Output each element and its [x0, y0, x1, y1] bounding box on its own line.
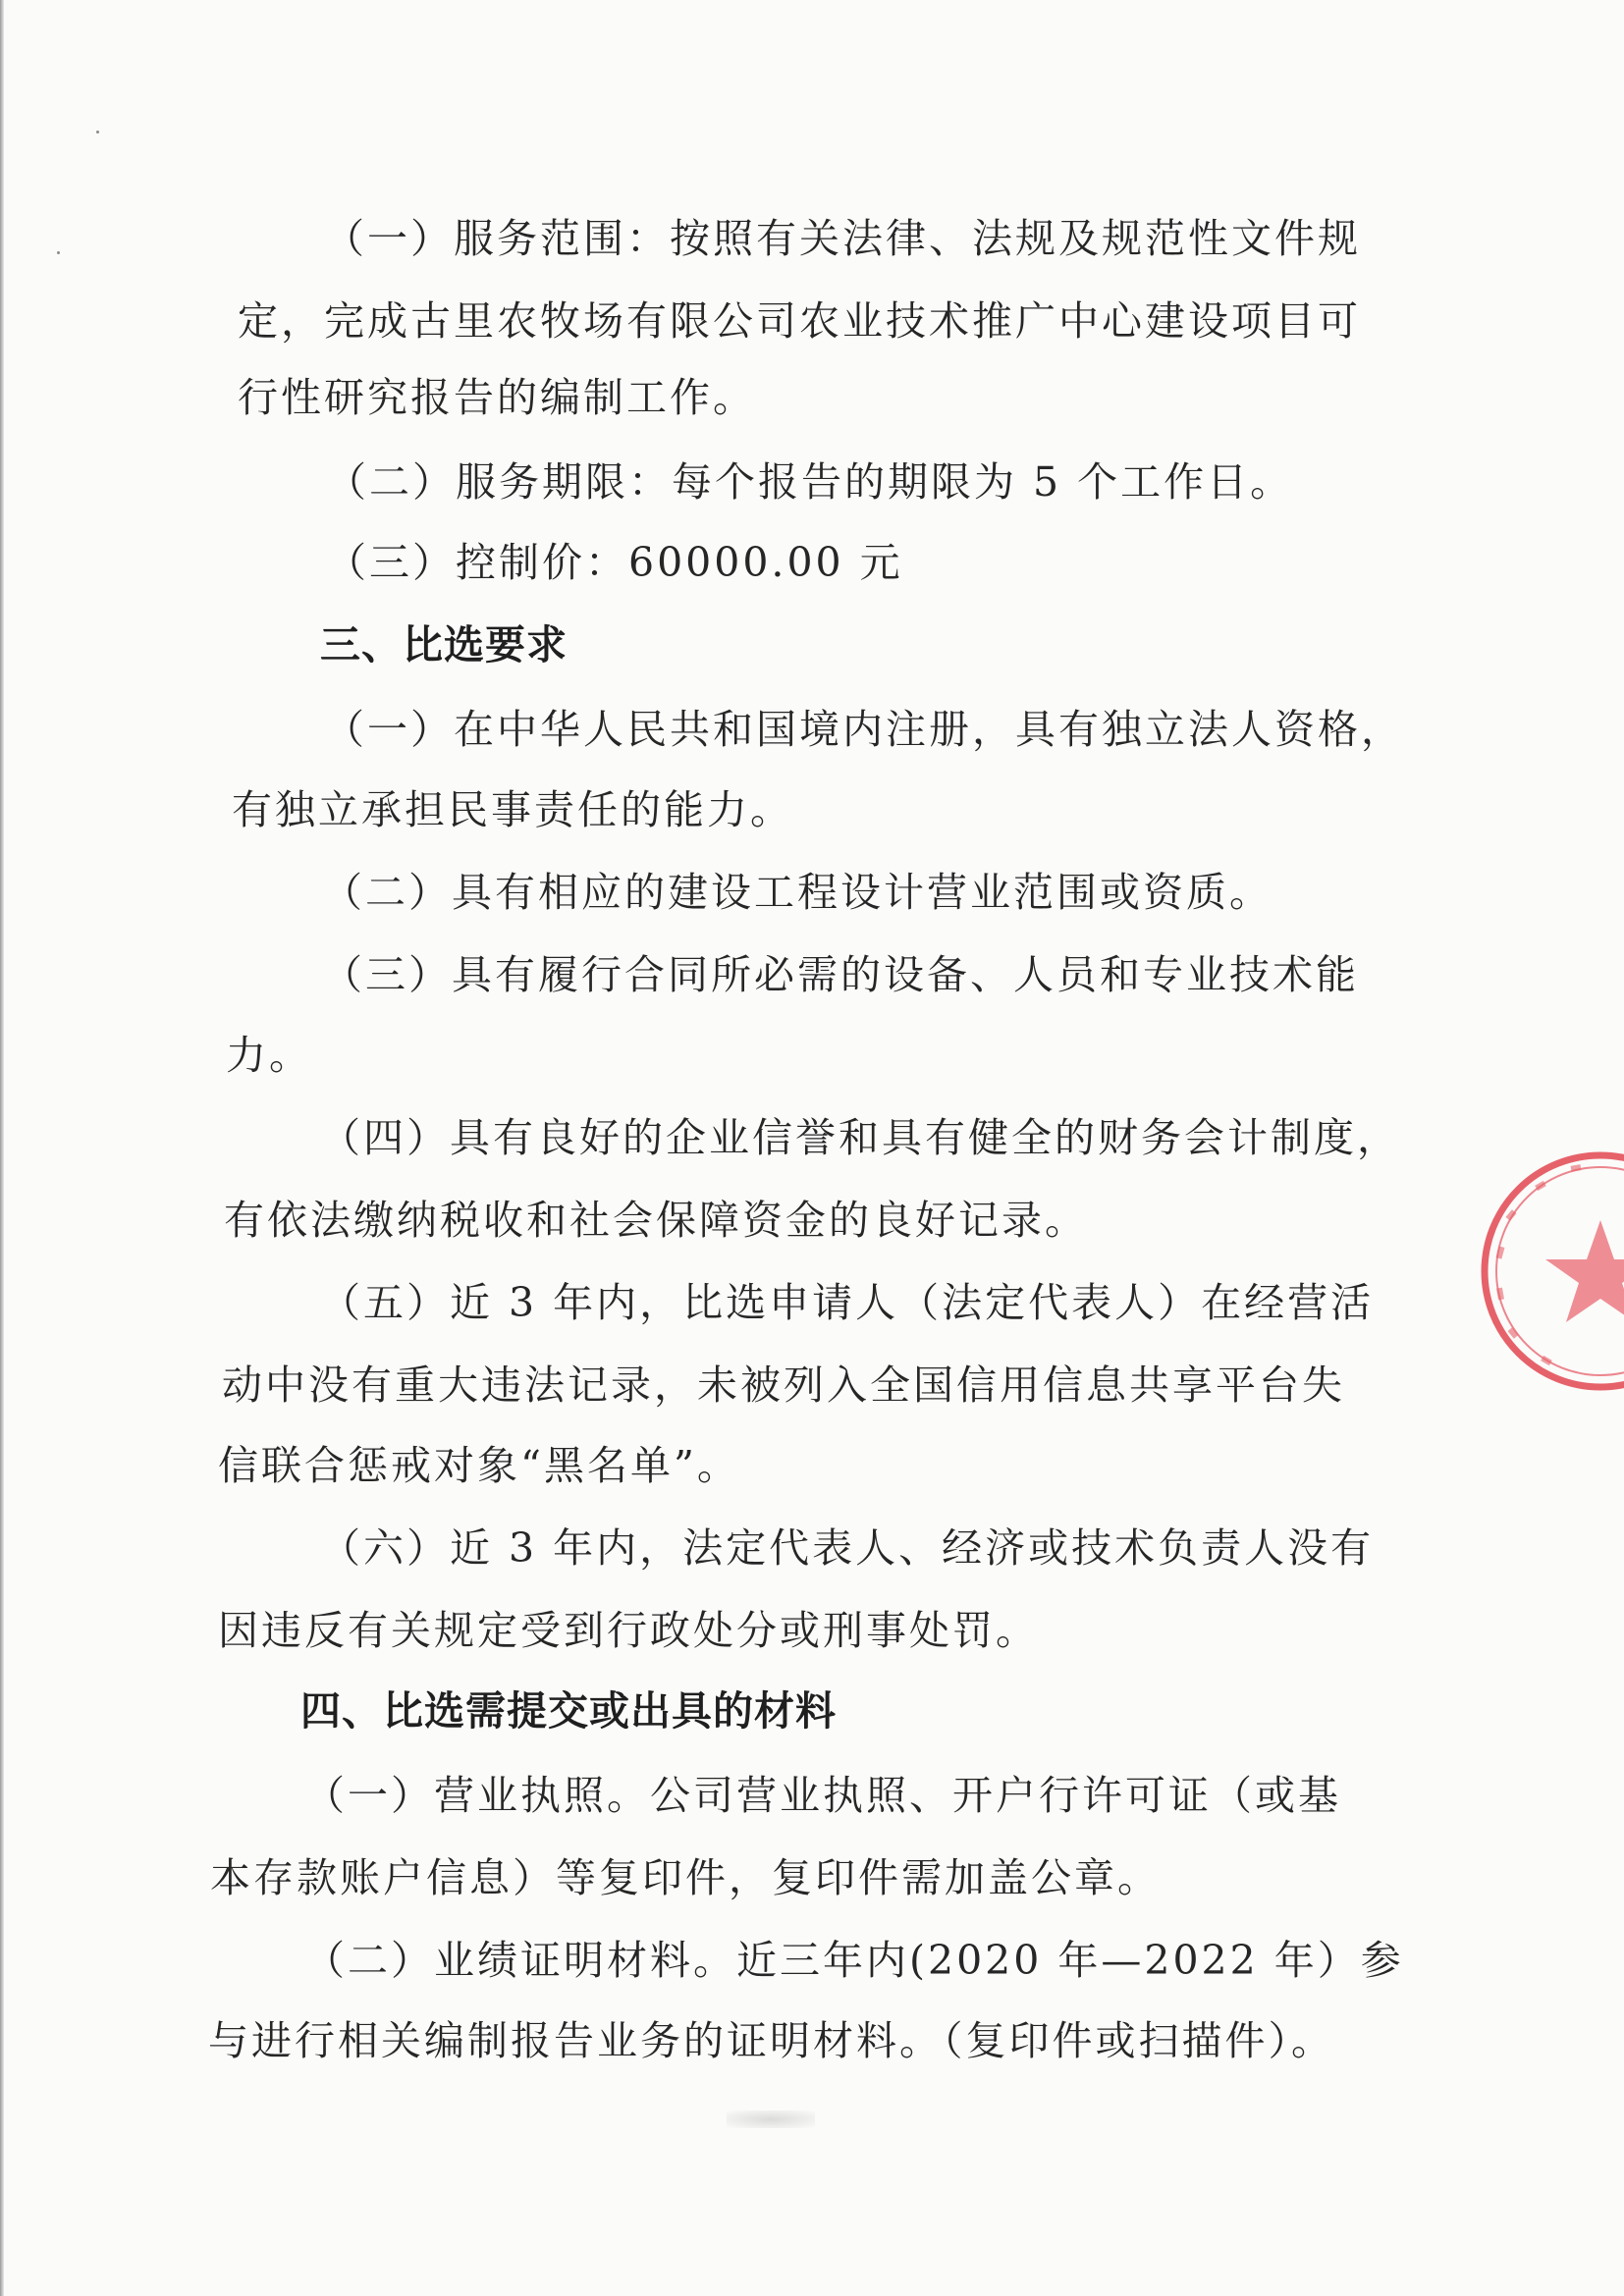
text-line: 行性研究报告的编制工作。: [238, 374, 756, 421]
text-line: （三）控制价：60000.00 元: [326, 539, 903, 586]
section-heading: 三、比选要求: [320, 621, 568, 668]
text-line: 动中没有重大违法记录，未被列入全国信用信息共享平台失: [222, 1362, 1345, 1409]
text-line: 因违反有关规定受到行政处分或刑事处罚。: [218, 1607, 1039, 1654]
text-line: 力。: [226, 1032, 312, 1079]
text-line: 有独立承担民事责任的能力。: [232, 786, 793, 833]
text-line: 与进行相关编制报告业务的证明材料。（复印件或扫描件）。: [208, 2017, 1334, 2064]
text-line: （三）具有履行合同所必需的设备、人员和专业技术能: [322, 951, 1359, 998]
text-line: （六）近 3 年内，法定代表人、经济或技术负责人没有: [320, 1524, 1375, 1572]
text-line: 本存款账户信息）等复印件，复印件需加盖公章。: [210, 1854, 1161, 1901]
text-line: 有依法缴纳税收和社会保障资金的良好记录。: [224, 1197, 1088, 1244]
section-heading: 四、比选需提交或出具的材料: [300, 1687, 837, 1735]
text-line: （一）在中华人民共和国境内注册，具有独立法人资格，: [324, 706, 1404, 753]
text-line: （五）近 3 年内，比选申请人（法定代表人）在经营活: [320, 1279, 1375, 1326]
text-line: （四）具有良好的企业信誉和具有健全的财务会计制度，: [320, 1114, 1400, 1161]
text-line: （一）营业执照。公司营业执照、开户行许可证（或基: [304, 1772, 1341, 1819]
scan-edge: [0, 0, 4, 2296]
seal-star-icon: [1545, 1220, 1624, 1322]
text-line: 信联合惩戒对象“黑名单”。: [218, 1442, 740, 1489]
text-line: 定，完成古里农牧场有限公司农业技术推广中心建设项目可: [238, 297, 1361, 345]
text-line: （二）具有相应的建设工程设计营业范围或资质。: [322, 869, 1272, 916]
text-line: （二）业绩证明材料。近三年内(2020 年—2022 年）参: [304, 1937, 1404, 1984]
text-line: （二）服务期限：每个报告的期限为 5 个工作日。: [326, 458, 1294, 506]
text-line: （一）服务范围：按照有关法律、法规及规范性文件规: [324, 215, 1361, 262]
scan-speck: [96, 131, 99, 133]
official-seal-stamp: [1473, 1144, 1624, 1399]
scan-smudge: [727, 2110, 815, 2128]
scan-speck: [57, 251, 60, 254]
